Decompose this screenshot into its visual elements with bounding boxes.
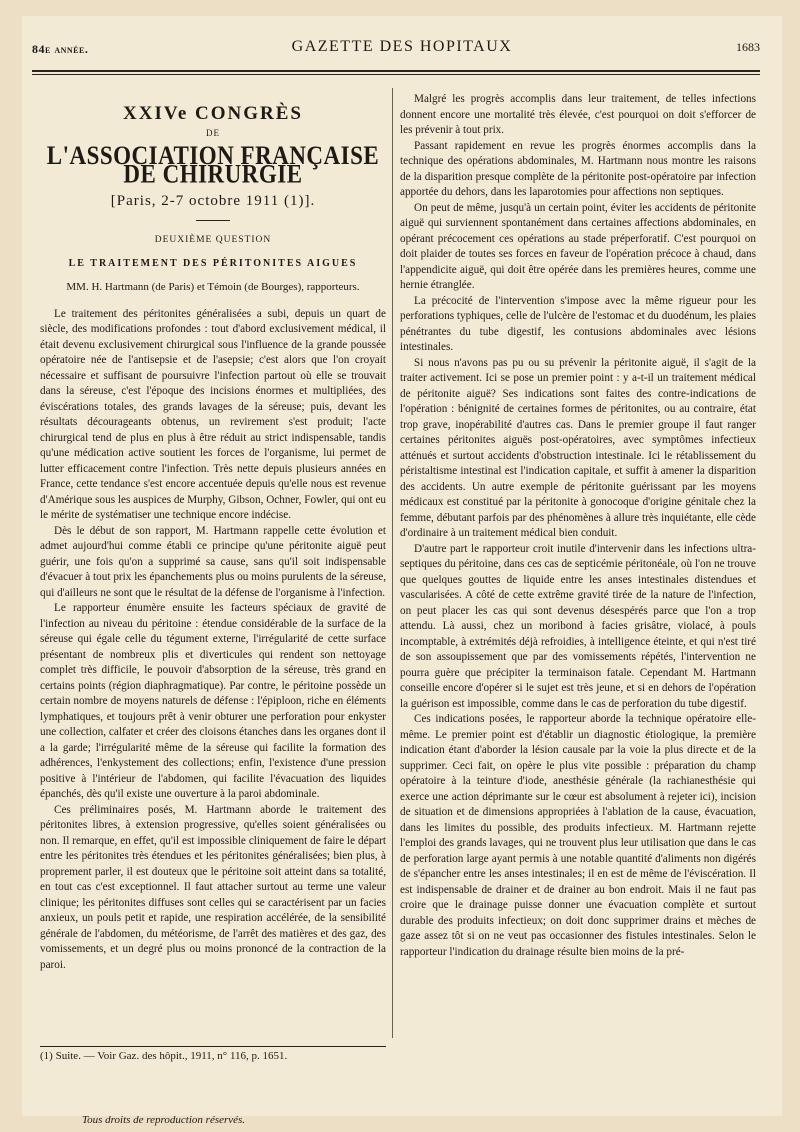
congress-title-de: DE (206, 127, 220, 138)
journal-title: GAZETTE DES HOPITAUX (291, 38, 513, 55)
paragraph: La précocité de l'intervention s'impose avec la même rigueur pour les perforations typhiques, celle de l'ulcère de l'estomac et du duodénum, les plaies pénétrantes du tube digestif, les contusions abdominales avec lésions intestinales. (400, 294, 756, 353)
paragraph: Ces préliminaires posés, M. Hartmann aborde le traitement des péritonites libres, à extension progressive, qu'elles soient généralisées ou non. Il remarque, en effet, qu'il est impossible cliniquement de faire le départ entre les péritonites très étendues et les péritonites généralisées; bien plus, à proprement parler, il est douteux que le péritoine soit atteint dans sa totalité, en tout cas c'est exceptionnel. Il faut attacher surtout au terme une valeur clinique; les péritonites diffuses sont celles qui se caractérisent par un facies anxieux, un pouls petit et rapide, une respiration accélérée, de la sensibilité générale de l'abdomen, du météorisme, de l'arrêt des matières et des gaz, des vomissements, et un degré plus ou moins prononcé de la contraction de la paroi. (40, 803, 386, 971)
left-column (40, 92, 386, 973)
paragraph: On peut de même, jusqu'à un certain point, éviter les accidents de péritonite aiguë qui surviennent spontanément dans certaines affections abdominales, en opérant précocement ces opérations au stade préperforatif. C'est pourquoi on doit plaider de toutes ses forces en faveur de l'opération précoce à chaud, dans l'appendicite aiguë, qui doit être opérée dans les premières heures, comme une hernie étranglée. (400, 201, 756, 291)
paragraph: Le traitement des péritonites généralisées a subi, depuis un quart de siècle, des modifications profondes : tout d'abord exclusivement médical, il était devenu exclusivement chirurgical sous l'influence de la grande poussée opératoire née de l'antisepsie et de l'asepsie; c'est alors que l'on croyait nécessaire et suffisant de poursuivre l'infection partout où elle se trouvait dans la séreuse, c'est l'époque des incisions énormes et multipliées, des éviscérations totales, des grands lavages de la séreuse; puis, devant les résultats décourageants obtenus, un revirement s'est produit; l'acte chirurgical tend de plus en plus à être réduit au strict indispensable, tandis qu'une médication active soutient les forces de l'organisme, lui permet de lutter efficacement contre l'infection. Très nette depuis plusieurs années en France, cette tendance s'est encore accentuée depuis qu'elle nous est revenue d'Amérique sous les auspices de Murphy, Gibson, Ochner, Fowler, qui ont eu le mérite de systématiser une technique encore indécise. (40, 307, 386, 521)
footnote-rule (40, 1046, 386, 1047)
masthead (22, 34, 782, 74)
rapporteurs: MM. H. Hartmann (de Paris) et Témoin (de Bourges), rapporteurs. (66, 280, 360, 293)
title-divider (196, 220, 230, 221)
congress-title: XXIVe CONGRÈS (123, 103, 303, 124)
paragraph: Dès le début de son rapport, M. Hartmann rappelle cette évolution et admet aujourd'hui comme établi ce principe qu'une péritonite aiguë peut guérir, une fois qu'on a supprimé sa cause, sans qu'il soit indispensable d'évacuer à tout prix les épanchements plus ou moins purulents de la séreuse, qui d'ailleurs ne sont que le résultat de la défense de l'organisme à l'infection. (40, 524, 386, 599)
paragraph: Malgré les progrès accomplis dans leur traitement, de telles infections donnent encore une mortalité très élevée, c'est pourquoi on doit s'efforcer de les prévenir à tout prix. (400, 93, 756, 136)
column-separator (392, 88, 393, 1038)
paragraph: Ces indications posées, le rapporteur aborde la technique opératoire elle-même. Le premier point est d'établir un diagnostic étiologique, la première indication étant d'aborder la lésion causale par la voie la plus directe et de la supprimer. Ceci fait, on opère le plus vite possible : préparation du champ opératoire à la teinture d'iode, anesthésie générale (la rachianesthésie qui exerce une action déprimante sur le cœur est absolument à rejeter ici), incision de situation et de dimensions appropriées à l'ablation de la cause, évacuation, dans les limites du possible, des produits infectieux. M. Hartmann rejette l'emploi des grands lavages, qui ne trouvent plus leur utilisation que dans le cas de perforation large ayant permis à une notable quantité d'aliments non digérés de s'épancher entre les anses intestinales; il en est de même de l'éviscération. Il est indispensable de drainer et de drainer au bon endroit. Mais il ne faut pas croire que le drainage puisse donner une évacuation complète et surtout durable des produits infectieux; on doit donc supprimer drains et mèches de gaze assez tôt si on ne veut pas occasionner des fistules intestinales. Selon le rapporteur l'indication du drainage résulte bien moins de la pré- (400, 713, 756, 958)
paragraph: Le rapporteur énumère ensuite les facteurs spéciaux de gravité de l'infection au niveau du péritoine : étendue considérable de la surface de la séreuse qui égale celle du tégument externe, l'irrégularité de cette surface présentant de nombreux plis et diverticules qui rendent son nettoyage complet très difficile, le pouvoir d'absorption de la séreuse, très grand en certains points (région diaphragmatique). Par contre, le péritoine possède un certain nombre de moyens naturels de défense : l'épiploon, riche en éléments lymphatiques, et toujours prêt à venir obturer une perforation pour enkyster une collection, calfater et créer des cloisons étanches dans les organes dont il a la garde; l'irrégularité même de la séreuse qui facilite la formation des adhérences, l'enkystement des collections; enfin, l'existence d'une pression positive à l'intérieur de l'abdomen, qui facilite l'évacuation des liquides épanchés, dès qu'il existe une ouverture à la paroi abdominale. (40, 602, 386, 800)
association-title: L'ASSOCIATION FRANÇAISE DE CHIRURGIE (46, 140, 380, 188)
page-number: 1683 (736, 40, 760, 54)
congress-dates: [Paris, 2-7 octobre 1911 (1)]. (110, 193, 316, 209)
rights-notice: Tous droits de reproduction réservés. (82, 1114, 246, 1126)
paragraph: Passant rapidement en revue les progrès énormes accomplis dans la technique des opérations abdominales, M. Hartmann nous montre les raisons de la disparition presque complète de la péritonite post-opératoire par infection apportée du dehors, dans les laparotomies pour affections non septiques. (400, 139, 756, 198)
volume-year: 84e année. (32, 42, 89, 56)
header-rule-thin (32, 74, 760, 75)
footnote: (1) Suite. — Voir Gaz. des hôpit., 1911, n° 116, p. 1651. (40, 1050, 288, 1062)
header-rule (32, 70, 760, 72)
question-label: DEUXIÈME QUESTION (154, 234, 272, 245)
paragraph: Si nous n'avons pas pu ou su prévenir la péritonite aiguë, il s'agit de la traiter activement. Ici se pose un premier point : y a-t-il un traitement médical de péritonite aiguë? Ses indications sont faites des contre-indications de l'opération : bénignité de certaines formes de péritonites, ou au contraire, état trop grave, inopérabilité d'autres cas. Dans le premier groupe il faut ranger certaines péritonites aiguës post-opératoires, avec symptômes infectieux atténués et surtout accidents d'obstruction intestinale. Ici le rétablissement du péristaltisme intestinal est l'indication capitale, et suffit à amener la disparition des accidents. Un autre exemple de péritonite guérissant par les moyens médicaux est constitué par la péritonite à gonocoque d'origine génitale chez la femme, débutant parfois par des phénomènes à allure très inquiétante, elle cède d'ordinaire à un traitement médical bien conduit. (400, 356, 756, 539)
right-column (400, 92, 756, 960)
newspaper-page (22, 16, 782, 1126)
paragraph: D'autre part le rapporteur croit inutile d'intervenir dans les infections ultra-septiques du péritoine, dans ces cas de septicémie péritonéale, où l'on ne trouve que quelques gouttes de liquide entre les anses intestinales distendues et vascularisées. A côté de cette extrême gravité tirée de la nature de l'infection, on peut placer les cas qui sont devenus désespérés parce que l'on a trop attendu. Là aussi, chez un moribond à facies grisâtre, violacé, à pouls incomptable, à extrémités déjà refroidies, à intelligence éteinte, et qui n'est tiré de son assoupissement que par des vomissements répétés, l'intervention ne pourra guère que précipiter la terminaison fatale. Cependant M. Hartmann conseille encore d'opérer si le sujet est très jeune, et si en dehors de l'opération la guérison est impossible, comme dans le cas de perforation du tube digestif. (400, 542, 756, 710)
question-title: LE TRAITEMENT DES PÉRITONITES AIGUES (68, 258, 358, 269)
